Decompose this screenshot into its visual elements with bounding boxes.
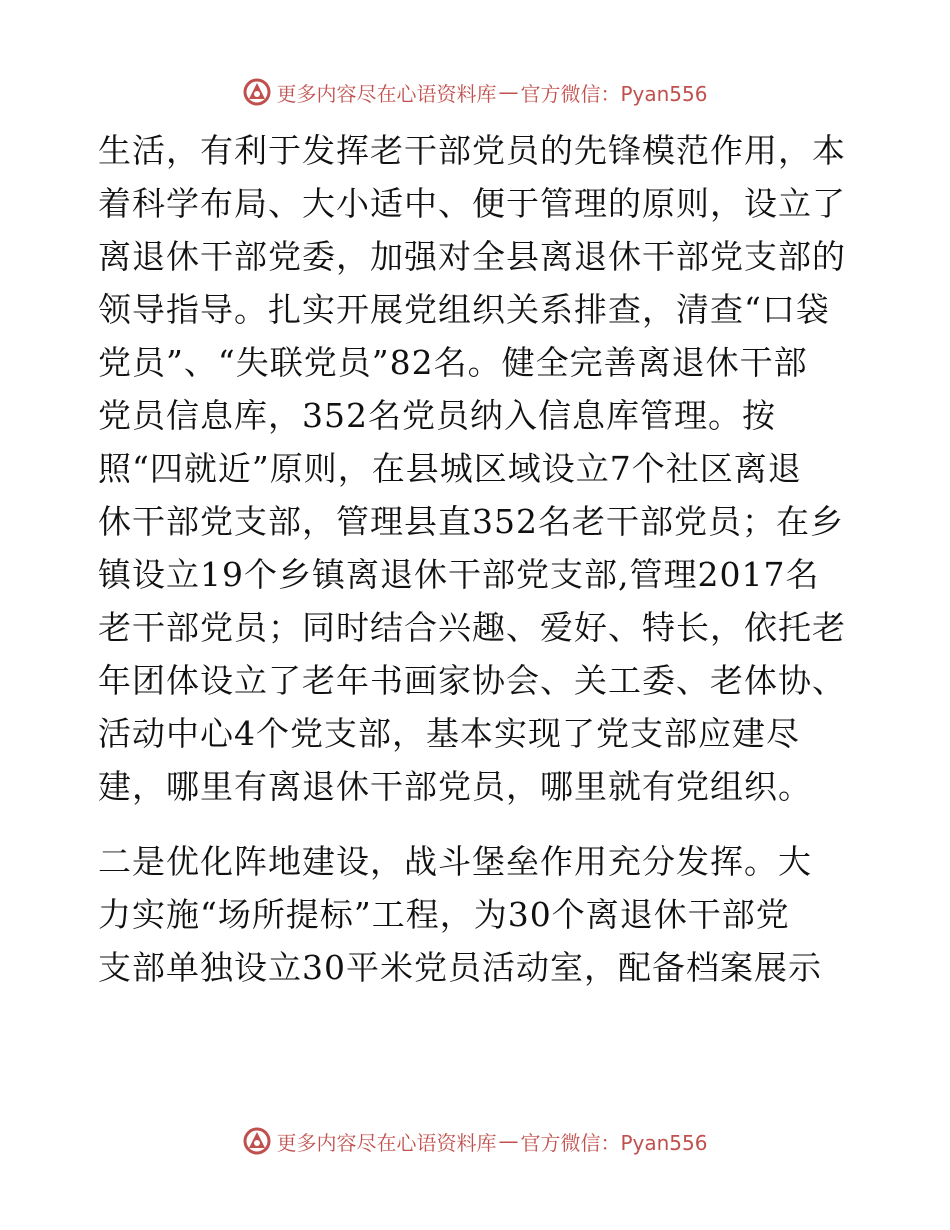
text-line: 离退休干部党委，加强对全县离退休干部党支部的 — [98, 237, 846, 276]
text-line: 镇设立19个乡镇离退休干部党支部,管理2017名 — [98, 555, 820, 594]
paragraph-2 — [98, 835, 858, 994]
text-line: 照“四就近”原则，在县城区域设立7个社区离退 — [98, 449, 802, 488]
text-line: 力实施“场所提标”工程，为30个离退休干部党 — [98, 895, 790, 934]
paragraph-gap — [98, 813, 858, 835]
watermark-dash: — — [498, 1129, 519, 1153]
text-line: 领导指导。扎实开展党组织关系排查，清查“口袋 — [98, 290, 830, 329]
watermark-suffix: 官方微信：Pyan556 — [520, 1130, 708, 1155]
text-line: 活动中心4个党支部，基本实现了党支部应建尽 — [98, 714, 800, 753]
watermark-text: 更多内容尽在心语资料库 — [276, 1130, 497, 1155]
header-watermark — [0, 72, 950, 112]
watermark-text: 更多内容尽在心语资料库 — [276, 81, 497, 106]
document-body — [98, 124, 858, 994]
text-line: 着科学布局、大小适中、便于管理的原则，设立了 — [98, 184, 846, 223]
text-line: 休干部党支部，管理县直352名老干部党员；在乡 — [98, 502, 844, 541]
watermark-suffix: 官方微信：Pyan556 — [520, 81, 708, 106]
text-line: 支部单独设立30平米党员活动室，配备档案展示 — [98, 948, 822, 987]
brand-logo-icon — [242, 77, 272, 107]
watermark-dash: — — [498, 80, 519, 104]
footer-watermark — [0, 1121, 950, 1161]
text-line: 年团体设立了老年书画家协会、关工委、老体协、 — [98, 661, 846, 700]
text-line: 生活，有利于发挥老干部党员的先锋模范作用，本 — [98, 131, 846, 170]
text-line: 二是优化阵地建设，战斗堡垒作用充分发挥。大 — [98, 842, 812, 881]
text-line: 党员”、“失联党员”82名。健全完善离退休干部 — [98, 343, 808, 382]
brand-logo-icon — [242, 1126, 272, 1156]
text-line: 建，哪里有离退休干部党员，哪里就有党组织。 — [98, 767, 812, 806]
paragraph-1 — [98, 124, 858, 813]
text-line: 老干部党员；同时结合兴趣、爱好、特长，依托老 — [98, 608, 846, 647]
text-line: 党员信息库，352名党员纳入信息库管理。按 — [98, 396, 776, 435]
